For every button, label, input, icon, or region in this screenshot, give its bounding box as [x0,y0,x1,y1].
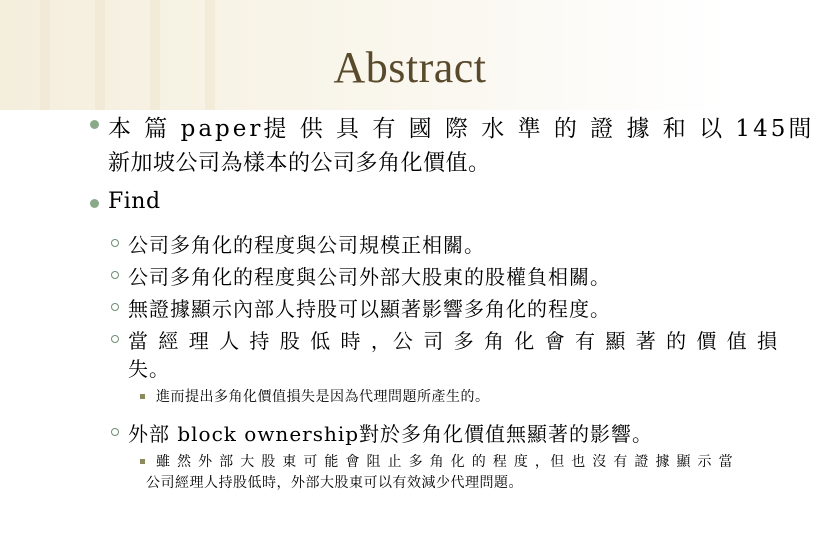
bullet-dot-icon [90,120,99,129]
header-stripe [95,0,105,110]
bullet-dot-icon [90,199,99,208]
bullet-ring-icon [111,303,119,311]
list-item: 公司多角化的程度與公司規模正相關。 [128,233,485,257]
sub-list-item: 雖 然 外 部 大 股 東 可 能 會 阻 止 多 角 化 的 程 度 ，但 也 沒 有 證 據 顯 示 當 [156,454,734,470]
bullet-square-icon [140,394,145,399]
bullet-text: 本 篇 paper提 供 具 有 國 際 水 準 的 證 據 和 以 145間 [108,116,814,142]
header-stripe [150,0,160,110]
bullet-ring-icon [111,271,119,279]
list-item: 外部 block ownership對於多角化價值無顯著的影響。 [128,422,654,446]
header-stripe [40,0,50,110]
list-item: 當 經 理 人 持 股 低 時 ，公 司 多 角 化 會 有 顯 著 的 價 值 損 [128,329,780,353]
list-item-continued: 失。 [128,357,170,381]
slide-title: Abstract [333,43,487,92]
bullet-square-icon [140,459,145,464]
bullet-text: 新加坡公司為樣本的公司多角化價值。 [108,151,491,176]
bullet-ring-icon [111,239,119,247]
sub-list-item: 進而提出多角化價值損失是因為代理問題所產生的。 [156,389,490,405]
header-stripe [205,0,215,110]
bullet-ring-icon [111,428,119,436]
list-item: 無證據顯示內部人持股可以顯著影響多角化的程度。 [128,297,611,321]
bullet-ring-icon [111,335,119,343]
list-item: 公司多角化的程度與公司外部大股東的股權負相關。 [128,265,611,289]
sub-list-item-continued: 公司經理人持股低時，外部大股東可以有效減少代理問題。 [146,475,523,491]
find-heading: Find [108,189,161,214]
